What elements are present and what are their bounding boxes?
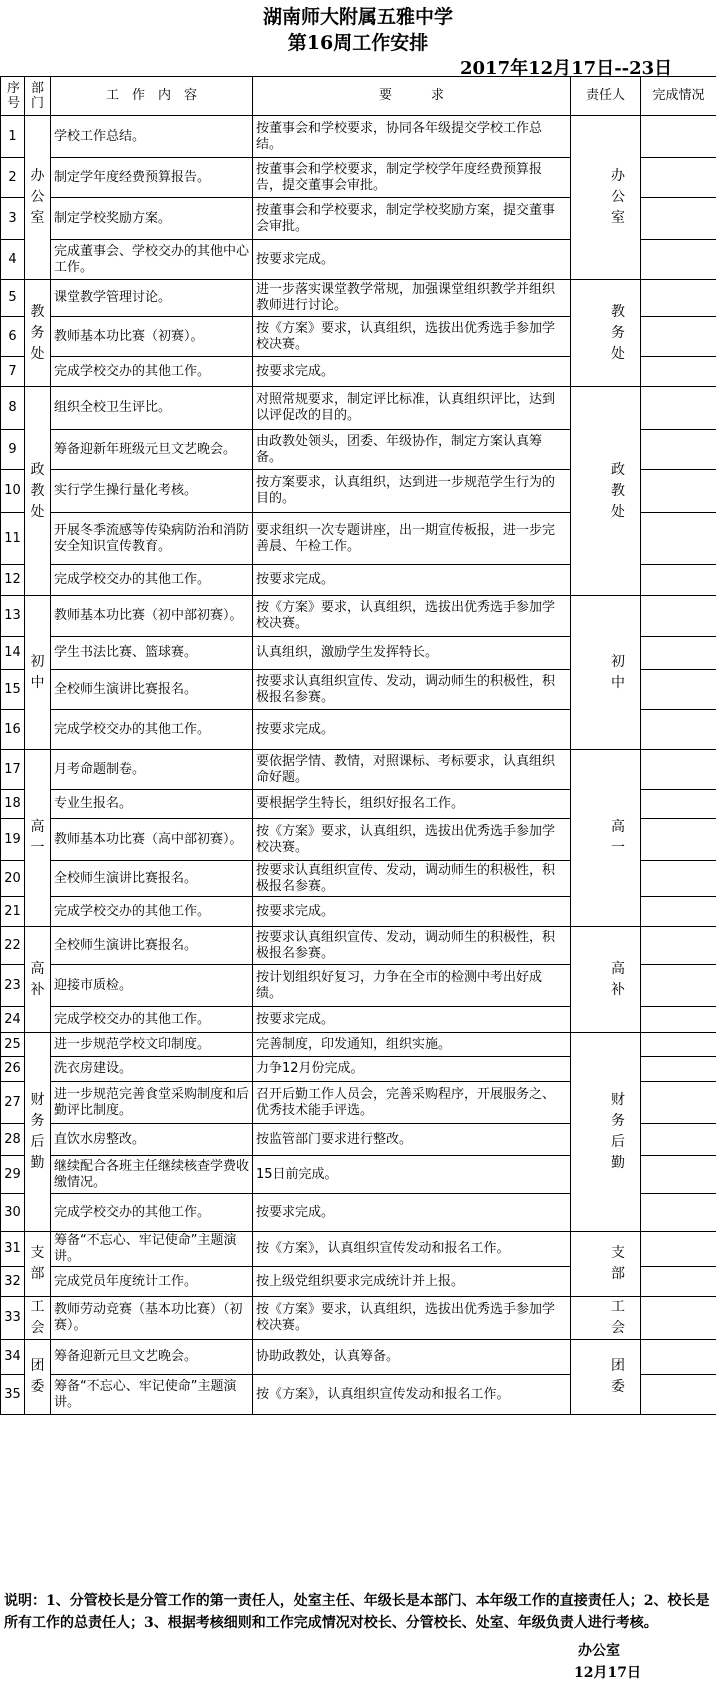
responsible-cell: 高补 — [571, 927, 641, 1033]
status-cell[interactable] — [641, 198, 716, 240]
row-number: 6 — [1, 317, 25, 357]
table-row — [1, 750, 716, 790]
document-title: 湖南师大附属五雅中学 — [262, 6, 453, 28]
status-cell[interactable] — [641, 1007, 716, 1033]
requirement-cell: 召开后勤工作人员会，完善采购程序，开展服务之、优秀技术能手评选。 — [253, 1082, 571, 1124]
status-cell[interactable] — [641, 1232, 716, 1267]
row-number: 30 — [1, 1194, 25, 1232]
status-cell[interactable] — [641, 861, 716, 897]
work-content-cell: 筹备“不忘心、牢记使命”主题演讲。 — [51, 1232, 253, 1267]
requirement-cell: 按上级党组织要求完成统计并上报。 — [253, 1267, 571, 1297]
status-cell[interactable] — [641, 596, 716, 637]
work-content-cell: 教师基本功比赛（初中部初赛）。 — [51, 596, 253, 637]
row-number: 33 — [1, 1297, 25, 1340]
responsible-cell: 财务后勤 — [571, 1033, 641, 1232]
responsible-cell: 办公室 — [571, 116, 641, 280]
row-number: 21 — [1, 897, 25, 927]
requirement-cell: 按要求完成。 — [253, 897, 571, 927]
responsible-cell: 教务处 — [571, 280, 641, 387]
requirement-cell: 按要求完成。 — [253, 1007, 571, 1033]
row-number: 1 — [1, 116, 25, 158]
requirement-cell: 由政教处领头，团委、年级协作，制定方案认真筹备。 — [253, 430, 571, 470]
work-content-cell: 制定学年度经费预算报告。 — [51, 158, 253, 198]
work-content-cell: 全校师生演讲比赛报名。 — [51, 927, 253, 965]
requirement-cell: 15日前完成。 — [253, 1156, 571, 1194]
requirement-cell: 按《方案》要求，认真组织，选拔出优秀选手参加学校决赛。 — [253, 317, 571, 357]
work-content-cell: 开展冬季流感等传染病防治和消防安全知识宣传教育。 — [51, 513, 253, 565]
department-cell: 高一 — [25, 750, 51, 927]
status-cell[interactable] — [641, 1297, 716, 1340]
row-number: 14 — [1, 637, 25, 670]
status-cell[interactable] — [641, 470, 716, 513]
status-cell[interactable] — [641, 1033, 716, 1057]
requirement-cell: 按董事会和学校要求，协同各年级提交学校工作总结。 — [253, 116, 571, 158]
row-number: 22 — [1, 927, 25, 965]
requirement-cell: 按要求完成。 — [253, 565, 571, 596]
status-cell[interactable] — [641, 965, 716, 1007]
status-cell[interactable] — [641, 819, 716, 861]
row-number: 34 — [1, 1340, 25, 1375]
work-schedule-table — [0, 76, 716, 1415]
row-number: 3 — [1, 198, 25, 240]
work-content-cell: 筹备迎新元旦文艺晚会。 — [51, 1340, 253, 1375]
work-content-cell: 继续配合各班主任继续核查学费收缴情况。 — [51, 1156, 253, 1194]
row-number: 31 — [1, 1232, 25, 1267]
status-cell[interactable] — [641, 790, 716, 819]
table-header-row — [1, 77, 716, 116]
row-number: 10 — [1, 470, 25, 513]
requirement-cell: 认真组织，激励学生发挥特长。 — [253, 637, 571, 670]
status-cell[interactable] — [641, 513, 716, 565]
work-content-cell: 学生书法比赛、篮球赛。 — [51, 637, 253, 670]
requirement-cell: 力争12月份完成。 — [253, 1057, 571, 1082]
requirement-cell: 按计划组织好复习，力争在全市的检测中考出好成绩。 — [253, 965, 571, 1007]
department-cell: 财务后勤 — [25, 1033, 51, 1232]
work-content-cell: 完成学校交办的其他工作。 — [51, 565, 253, 596]
status-cell[interactable] — [641, 710, 716, 750]
table-row — [1, 1297, 716, 1340]
signature-office: 办公室 — [578, 1643, 620, 1659]
requirement-cell: 按要求完成。 — [253, 1194, 571, 1232]
row-number: 19 — [1, 819, 25, 861]
work-content-cell: 制定学校奖励方案。 — [51, 198, 253, 240]
document-subtitle: 第16周工作安排 — [287, 32, 429, 54]
work-content-cell: 教师基本功比赛（高中部初赛）。 — [51, 819, 253, 861]
requirement-cell: 按《方案》要求，认真组织，选拔出优秀选手参加学校决赛。 — [253, 1297, 571, 1340]
status-cell[interactable] — [641, 1194, 716, 1232]
row-number: 29 — [1, 1156, 25, 1194]
work-content-cell: 完成学校交办的其他工作。 — [51, 897, 253, 927]
header-content: 工 作 内 容 — [51, 77, 253, 116]
work-content-cell: 筹备迎新年班级元旦文艺晚会。 — [51, 430, 253, 470]
table-row — [1, 280, 716, 317]
status-cell[interactable] — [641, 1267, 716, 1297]
requirement-cell: 按要求认真组织宣传、发动，调动师生的积极性，积极报名参赛。 — [253, 670, 571, 710]
status-cell[interactable] — [641, 357, 716, 387]
row-number: 4 — [1, 240, 25, 280]
work-content-cell: 全校师生演讲比赛报名。 — [51, 861, 253, 897]
row-number: 2 — [1, 158, 25, 198]
status-cell[interactable] — [641, 317, 716, 357]
row-number: 18 — [1, 790, 25, 819]
requirement-cell: 按要求认真组织宣传、发动，调动师生的积极性，积极报名参赛。 — [253, 861, 571, 897]
requirement-cell: 对照常规要求，制定评比标准，认真组织评比，达到以评促改的目的。 — [253, 387, 571, 430]
department-cell: 团委 — [25, 1340, 51, 1415]
work-content-cell: 月考命题制卷。 — [51, 750, 253, 790]
signature-date: 12月17日 — [574, 1665, 641, 1681]
department-cell: 教务处 — [25, 280, 51, 387]
row-number: 25 — [1, 1033, 25, 1057]
header-dept: 部门 — [25, 77, 51, 116]
responsible-cell: 支部 — [571, 1232, 641, 1297]
work-content-cell: 实行学生操行量化考核。 — [51, 470, 253, 513]
work-content-cell: 完成党员年度统计工作。 — [51, 1267, 253, 1297]
table-row — [1, 387, 716, 430]
status-cell[interactable] — [641, 1375, 716, 1415]
table-row — [1, 927, 716, 965]
requirement-cell: 按要求完成。 — [253, 710, 571, 750]
requirement-cell: 按监管部门要求进行整改。 — [253, 1124, 571, 1156]
table-row — [1, 596, 716, 637]
responsible-cell: 团委 — [571, 1340, 641, 1415]
status-cell[interactable] — [641, 1124, 716, 1156]
row-number: 12 — [1, 565, 25, 596]
work-content-cell: 课堂教学管理讨论。 — [51, 280, 253, 317]
row-number: 15 — [1, 670, 25, 710]
row-number: 27 — [1, 1082, 25, 1124]
header-status: 完成情况 — [641, 77, 716, 116]
row-number: 8 — [1, 387, 25, 430]
status-cell[interactable] — [641, 927, 716, 965]
requirement-cell: 按要求完成。 — [253, 240, 571, 280]
header-requirement: 要 求 — [253, 77, 571, 116]
status-cell[interactable] — [641, 1082, 716, 1124]
row-number: 13 — [1, 596, 25, 637]
date-range: 2017年12月17日--23日 — [460, 58, 673, 79]
department-cell: 高补 — [25, 927, 51, 1033]
work-content-cell: 完成学校交办的其他工作。 — [51, 710, 253, 750]
row-number: 7 — [1, 357, 25, 387]
responsible-cell: 初中 — [571, 596, 641, 750]
work-content-cell: 直饮水房整改。 — [51, 1124, 253, 1156]
requirement-cell: 完善制度，印发通知，组织实施。 — [253, 1033, 571, 1057]
responsible-cell: 政教处 — [571, 387, 641, 596]
row-number: 16 — [1, 710, 25, 750]
work-content-cell: 组织全校卫生评比。 — [51, 387, 253, 430]
row-number: 28 — [1, 1124, 25, 1156]
row-number: 24 — [1, 1007, 25, 1033]
responsible-cell: 高一 — [571, 750, 641, 927]
requirement-cell: 按方案要求，认真组织，达到进一步规范学生行为的目的。 — [253, 470, 571, 513]
status-cell[interactable] — [641, 240, 716, 280]
table-body — [1, 116, 716, 1415]
work-content-cell: 进一步规范完善食堂采购制度和后勤评比制度。 — [51, 1082, 253, 1124]
requirement-cell: 按董事会和学校要求，制定学校奖励方案，提交董事会审批。 — [253, 198, 571, 240]
work-content-cell: 筹备“不忘心、牢记使命”主题演讲。 — [51, 1375, 253, 1415]
table-row — [1, 1232, 716, 1267]
status-cell[interactable] — [641, 670, 716, 710]
department-cell: 支部 — [25, 1232, 51, 1297]
row-number: 9 — [1, 430, 25, 470]
department-cell: 工会 — [25, 1297, 51, 1340]
status-cell[interactable] — [641, 387, 716, 430]
status-cell[interactable] — [641, 750, 716, 790]
department-cell: 初中 — [25, 596, 51, 750]
requirement-cell: 按《方案》，认真组织宣传发动和报名工作。 — [253, 1232, 571, 1267]
status-cell[interactable] — [641, 116, 716, 158]
status-cell[interactable] — [641, 158, 716, 198]
responsible-cell: 工会 — [571, 1297, 641, 1340]
status-cell[interactable] — [641, 280, 716, 317]
work-content-cell: 完成董事会、学校交办的其他中心工作。 — [51, 240, 253, 280]
work-content-cell: 完成学校交办的其他工作。 — [51, 357, 253, 387]
work-content-cell: 学校工作总结。 — [51, 116, 253, 158]
requirement-cell: 按《方案》要求，认真组织，选拔出优秀选手参加学校决赛。 — [253, 596, 571, 637]
status-cell[interactable] — [641, 1156, 716, 1194]
header-no: 序号 — [1, 77, 25, 116]
row-number: 17 — [1, 750, 25, 790]
row-number: 11 — [1, 513, 25, 565]
work-content-cell: 教师劳动竞赛（基本功比赛）（初赛）。 — [51, 1297, 253, 1340]
status-cell[interactable] — [641, 1340, 716, 1375]
work-content-cell: 进一步规范学校文印制度。 — [51, 1033, 253, 1057]
row-number: 20 — [1, 861, 25, 897]
status-cell[interactable] — [641, 1057, 716, 1082]
requirement-cell: 按要求认真组织宣传、发动，调动师生的积极性，积极报名参赛。 — [253, 927, 571, 965]
status-cell[interactable] — [641, 897, 716, 927]
department-cell: 政教处 — [25, 387, 51, 596]
table-row — [1, 1340, 716, 1375]
work-content-cell: 洗衣房建设。 — [51, 1057, 253, 1082]
work-content-cell: 全校师生演讲比赛报名。 — [51, 670, 253, 710]
requirement-cell: 协助政教处，认真筹备。 — [253, 1340, 571, 1375]
work-content-cell: 专业生报名。 — [51, 790, 253, 819]
work-content-cell: 完成学校交办的其他工作。 — [51, 1007, 253, 1033]
table-row — [1, 1033, 716, 1057]
table-row — [1, 116, 716, 158]
status-cell[interactable] — [641, 637, 716, 670]
requirement-cell: 按要求完成。 — [253, 357, 571, 387]
department-cell: 办公室 — [25, 116, 51, 280]
row-number: 32 — [1, 1267, 25, 1297]
status-cell[interactable] — [641, 430, 716, 470]
row-number: 23 — [1, 965, 25, 1007]
work-content-cell: 迎接市质检。 — [51, 965, 253, 1007]
requirement-cell: 进一步落实课堂教学常规，加强课堂组织教学并组织教师进行讨论。 — [253, 280, 571, 317]
requirement-cell: 要依据学情、教情，对照课标、考标要求，认真组织命好题。 — [253, 750, 571, 790]
work-content-cell: 完成学校交办的其他工作。 — [51, 1194, 253, 1232]
status-cell[interactable] — [641, 565, 716, 596]
requirement-cell: 按《方案》，认真组织宣传发动和报名工作。 — [253, 1375, 571, 1415]
requirement-cell: 按《方案》要求，认真组织，选拔出优秀选手参加学校决赛。 — [253, 819, 571, 861]
notes-text: 说明：1、分管校长是分管工作的第一责任人，处室主任、年级长是本部门、本年级工作的直接责任人；2、校长是所有工作的总责任人；3、根据考核细则和工作完成情况对校长、分管校长、处室、年级负责人进行考核。 — [4, 1593, 710, 1631]
requirement-cell: 按董事会和学校要求，制定学校学年度经费预算报告，提交董事会审批。 — [253, 158, 571, 198]
requirement-cell: 要根据学生特长，组织好报名工作。 — [253, 790, 571, 819]
row-number: 5 — [1, 280, 25, 317]
row-number: 26 — [1, 1057, 25, 1082]
header-responsible: 责任人 — [571, 77, 641, 116]
work-content-cell: 教师基本功比赛（初赛）。 — [51, 317, 253, 357]
requirement-cell: 要求组织一次专题讲座，出一期宣传板报，进一步完善晨、午检工作。 — [253, 513, 571, 565]
row-number: 35 — [1, 1375, 25, 1415]
